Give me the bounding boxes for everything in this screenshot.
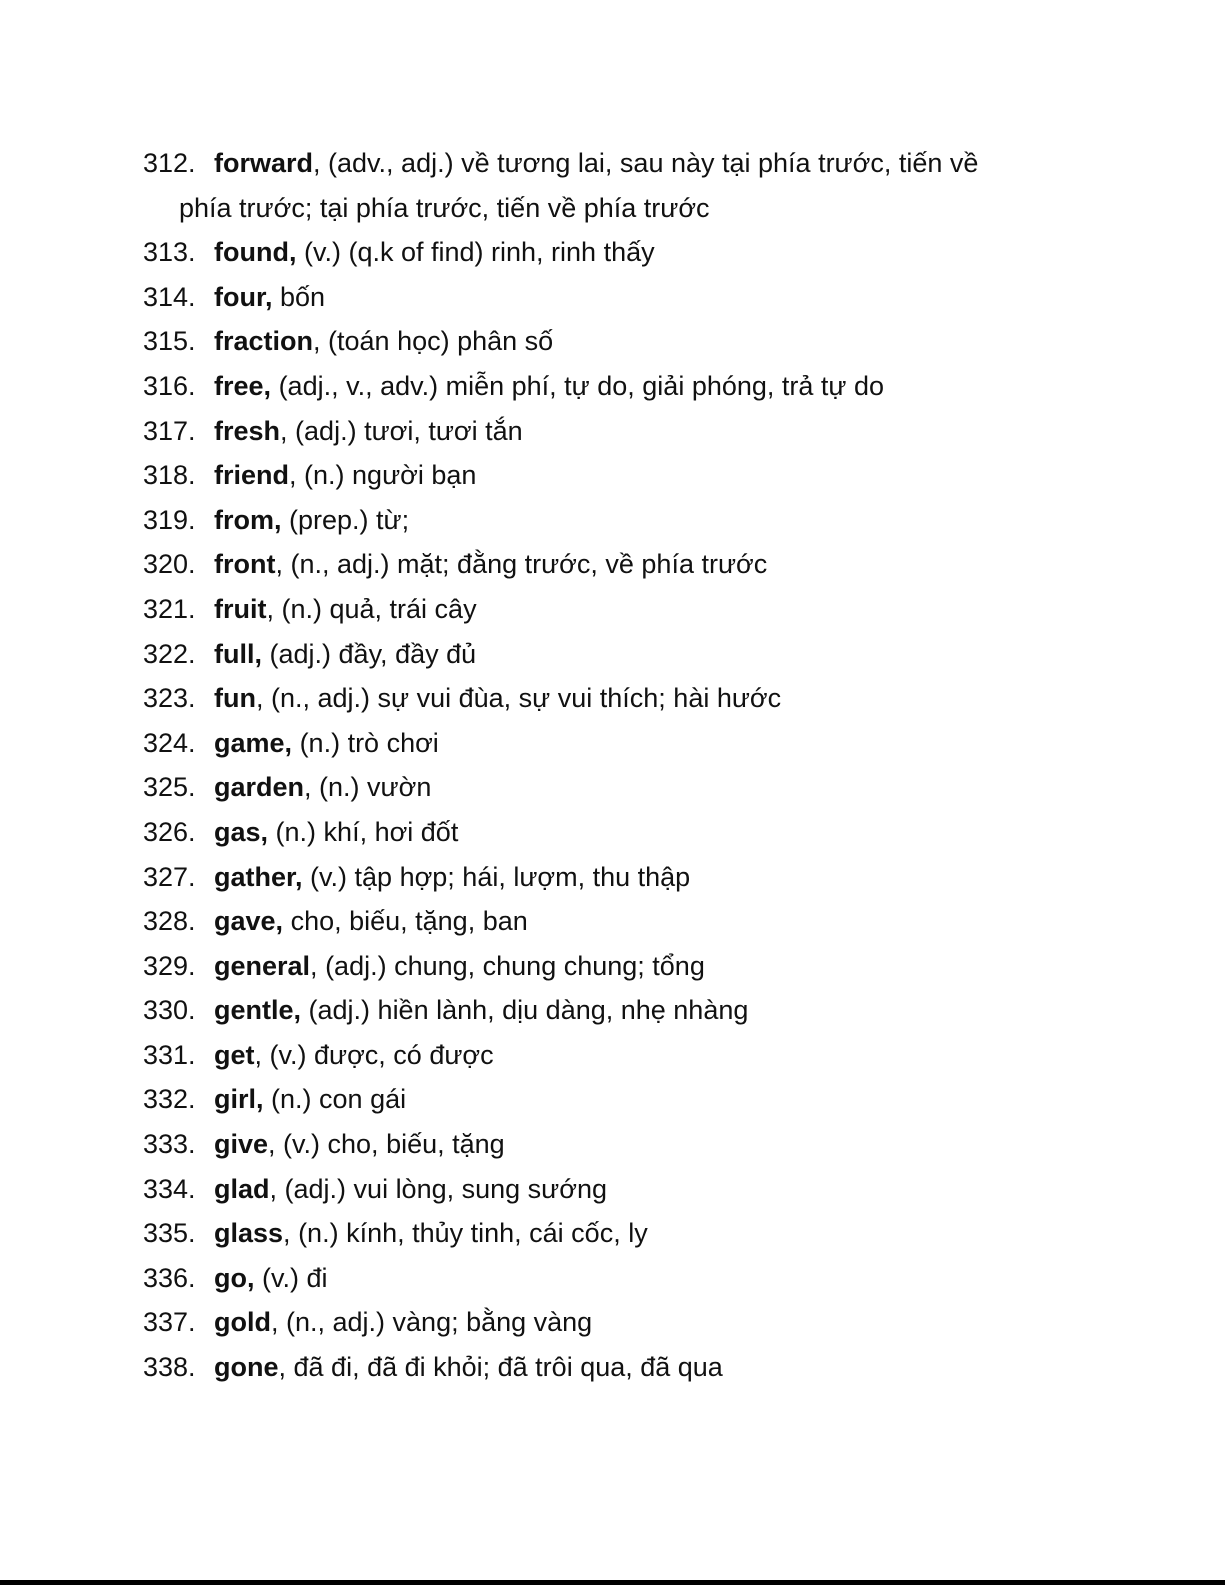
entry-number: 336. bbox=[143, 1262, 196, 1293]
entry-separator: , bbox=[268, 1129, 284, 1160]
list-item bbox=[143, 676, 1143, 721]
entry-term: gave, bbox=[214, 906, 284, 937]
entry-number: 324. bbox=[143, 727, 196, 758]
entry-definition: (adj.) vui lòng, sung sướng bbox=[284, 1173, 607, 1204]
list-item bbox=[143, 542, 1143, 587]
entry-content bbox=[214, 1033, 1143, 1078]
entry-term: from, bbox=[214, 504, 282, 535]
entry-content bbox=[214, 1167, 1143, 1212]
list-item bbox=[143, 364, 1143, 409]
entry-number: 323. bbox=[143, 683, 196, 714]
entry-definition: (v.) tập hợp; hái, lượm, thu thập bbox=[310, 861, 691, 892]
entry-term: forward bbox=[214, 148, 314, 178]
entry-term: girl, bbox=[214, 1084, 264, 1115]
list-item bbox=[143, 1256, 1143, 1301]
entry-term: free, bbox=[214, 370, 272, 401]
entry-definition: (adj.) đầy, đầy đủ bbox=[269, 638, 477, 669]
list-item bbox=[143, 721, 1143, 766]
entry-term: gas, bbox=[214, 816, 269, 847]
entry-term: fraction bbox=[214, 326, 314, 357]
entry-definition: (n.) vườn bbox=[319, 772, 432, 803]
entry-number: 319. bbox=[143, 504, 196, 535]
entry-separator: , bbox=[275, 549, 291, 580]
entry-definition: (n.) trò chơi bbox=[299, 727, 439, 758]
entry-separator bbox=[271, 371, 279, 401]
entry-separator: , bbox=[313, 148, 329, 178]
entry-number: 337. bbox=[143, 1307, 196, 1338]
entry-content bbox=[214, 1211, 1143, 1256]
list-item bbox=[143, 409, 1143, 454]
entry-number: 331. bbox=[143, 1039, 196, 1070]
entry-separator: , bbox=[266, 593, 282, 624]
entry-term: garden bbox=[214, 772, 305, 803]
entry-number: 322. bbox=[143, 638, 196, 669]
entry-term: give bbox=[214, 1129, 269, 1160]
entry-separator bbox=[282, 505, 290, 535]
list-item bbox=[143, 587, 1143, 632]
list-item bbox=[143, 810, 1143, 855]
entry-definition: (n.) con gái bbox=[271, 1084, 407, 1115]
entry-number: 315. bbox=[143, 326, 196, 357]
entry-separator bbox=[283, 906, 291, 936]
bottom-rule bbox=[0, 1580, 1225, 1585]
entry-number: 312. bbox=[143, 148, 196, 178]
entry-number: 320. bbox=[143, 549, 196, 580]
entry-definition: (n., adj.) vàng; bằng vàng bbox=[286, 1307, 593, 1338]
entry-definition: (n.) người bạn bbox=[304, 460, 477, 491]
entry-separator bbox=[255, 1263, 263, 1293]
list-item bbox=[143, 988, 1143, 1033]
entry-content bbox=[214, 1256, 1143, 1301]
entry-number: 316. bbox=[143, 370, 196, 401]
entry-separator bbox=[292, 728, 300, 758]
entry-content bbox=[214, 319, 1143, 364]
entry-content bbox=[214, 1300, 1143, 1345]
entry-term: found, bbox=[214, 237, 297, 268]
entry-content bbox=[214, 676, 1143, 721]
entry-separator: , bbox=[254, 1039, 270, 1070]
entry-separator: , bbox=[270, 1307, 286, 1338]
entry-term: glad bbox=[214, 1173, 270, 1204]
entry-content bbox=[214, 1077, 1143, 1122]
list-item bbox=[143, 1077, 1143, 1122]
entry-content bbox=[214, 409, 1143, 454]
entry-definition: bốn bbox=[280, 281, 326, 312]
entry-content bbox=[214, 765, 1143, 810]
list-item bbox=[143, 899, 1143, 944]
entry-content bbox=[214, 275, 1143, 320]
entry-separator: , bbox=[304, 772, 320, 803]
entry-definition: (v.) được, có được bbox=[269, 1039, 494, 1070]
entry-separator: , bbox=[289, 460, 305, 491]
entry-number: 326. bbox=[143, 816, 196, 847]
list-item bbox=[143, 1033, 1143, 1078]
entry-definition: (adj., v., adv.) miễn phí, tự do, giải phóng, trả tự do bbox=[278, 370, 885, 401]
entry-content bbox=[214, 632, 1143, 677]
entry-number: 321. bbox=[143, 593, 196, 624]
entry-term: four, bbox=[214, 281, 273, 312]
entry-content bbox=[179, 141, 1001, 230]
entry-separator bbox=[264, 1084, 272, 1114]
list-item bbox=[143, 453, 1143, 498]
entry-content bbox=[214, 587, 1143, 632]
entry-content bbox=[214, 855, 1143, 900]
entry-separator: , bbox=[278, 1352, 294, 1383]
list-item bbox=[143, 1300, 1143, 1345]
entry-definition: (n.) kính, thủy tinh, cái cốc, ly bbox=[298, 1218, 648, 1249]
entry-number: 325. bbox=[143, 772, 196, 803]
entry-term: fresh bbox=[214, 415, 281, 446]
entry-definition: (v.) cho, biếu, tặng bbox=[283, 1129, 505, 1160]
entry-separator: , bbox=[310, 950, 326, 981]
entry-content bbox=[214, 230, 1143, 275]
list-item bbox=[143, 141, 1001, 230]
entry-definition: cho, biếu, tặng, ban bbox=[290, 906, 528, 937]
entry-term: gentle, bbox=[214, 995, 302, 1026]
entry-separator: , bbox=[283, 1218, 299, 1249]
entry-definition: (adj.) tươi, tươi tắn bbox=[295, 415, 523, 446]
list-item bbox=[143, 1122, 1143, 1167]
entry-definition: (n.) quả, trái cây bbox=[281, 593, 477, 624]
list-item bbox=[143, 1211, 1143, 1256]
entry-number: 334. bbox=[143, 1173, 196, 1204]
entry-definition: (n., adj.) mặt; đằng trước, về phía trước bbox=[290, 549, 768, 580]
entry-separator bbox=[268, 817, 276, 847]
entry-term: glass bbox=[214, 1218, 284, 1249]
entry-separator: , bbox=[255, 683, 271, 714]
entry-content bbox=[214, 1345, 1143, 1390]
entry-number: 317. bbox=[143, 415, 196, 446]
entry-content bbox=[214, 498, 1143, 543]
list-item bbox=[143, 765, 1143, 810]
entry-definition: (prep.) từ; bbox=[289, 504, 410, 535]
entry-definition: (v.) đi bbox=[262, 1262, 328, 1293]
list-item bbox=[143, 319, 1143, 364]
entry-number: 327. bbox=[143, 861, 196, 892]
entry-definition: đã đi, đã đi khỏi; đã trôi qua, đã qua bbox=[293, 1352, 723, 1383]
entry-content bbox=[214, 1122, 1143, 1167]
list-item bbox=[143, 1345, 1143, 1390]
entry-number: 314. bbox=[143, 281, 196, 312]
entry-content bbox=[214, 899, 1143, 944]
entry-content bbox=[214, 944, 1143, 989]
entry-definition: (adj.) chung, chung chung; tổng bbox=[325, 950, 705, 981]
list-item bbox=[143, 855, 1143, 900]
entry-separator bbox=[262, 639, 270, 669]
entry-number: 328. bbox=[143, 906, 196, 937]
entry-separator bbox=[303, 862, 311, 892]
entry-separator: , bbox=[269, 1173, 285, 1204]
entry-content bbox=[214, 453, 1143, 498]
entry-number: 329. bbox=[143, 950, 196, 981]
vocabulary-list bbox=[143, 141, 1143, 1390]
entry-term: front bbox=[214, 549, 276, 580]
entry-content bbox=[214, 542, 1143, 587]
entry-separator bbox=[273, 282, 281, 312]
entry-separator bbox=[296, 237, 304, 267]
entry-content bbox=[214, 988, 1143, 1033]
entry-separator: , bbox=[313, 326, 329, 357]
entry-number: 318. bbox=[143, 460, 196, 491]
entry-number: 332. bbox=[143, 1084, 196, 1115]
entry-number: 313. bbox=[143, 237, 196, 268]
entry-content bbox=[214, 364, 1143, 409]
entry-number: 330. bbox=[143, 995, 196, 1026]
list-item bbox=[143, 275, 1143, 320]
list-item bbox=[143, 632, 1143, 677]
entry-content bbox=[214, 810, 1143, 855]
list-item bbox=[143, 498, 1143, 543]
entry-term: game, bbox=[214, 727, 293, 758]
entry-term: gone bbox=[214, 1352, 279, 1383]
entry-term: friend bbox=[214, 460, 290, 491]
entry-number: 333. bbox=[143, 1129, 196, 1160]
entry-content bbox=[214, 721, 1143, 766]
entry-term: full, bbox=[214, 638, 262, 669]
entry-term: general bbox=[214, 950, 311, 981]
entry-definition: (n., adj.) sự vui đùa, sự vui thích; hài hước bbox=[271, 683, 782, 714]
list-item bbox=[143, 230, 1143, 275]
list-item bbox=[143, 1167, 1143, 1212]
entry-definition: (v.) (q.k of find) rinh, rinh thấy bbox=[303, 237, 655, 268]
entry-definition: (toán học) phân số bbox=[328, 326, 554, 357]
entry-definition: (adv., adj.) về tương lai, sau này tại phía trước, tiến về phía trước; tại phía trước, tiến về phía trước bbox=[179, 148, 979, 223]
entry-number: 338. bbox=[143, 1352, 196, 1383]
entry-definition: (n.) khí, hơi đốt bbox=[275, 816, 459, 847]
entry-term: go, bbox=[214, 1262, 255, 1293]
entry-term: get bbox=[214, 1039, 255, 1070]
entry-term: gold bbox=[214, 1307, 271, 1338]
entry-separator bbox=[301, 995, 309, 1025]
entry-term: fruit bbox=[214, 593, 267, 624]
entry-term: gather, bbox=[214, 861, 303, 892]
entry-term: fun bbox=[214, 683, 256, 714]
entry-number: 335. bbox=[143, 1218, 196, 1249]
list-item bbox=[143, 944, 1143, 989]
entry-definition: (adj.) hiền lành, dịu dàng, nhẹ nhàng bbox=[308, 995, 749, 1026]
entry-separator: , bbox=[280, 415, 296, 446]
